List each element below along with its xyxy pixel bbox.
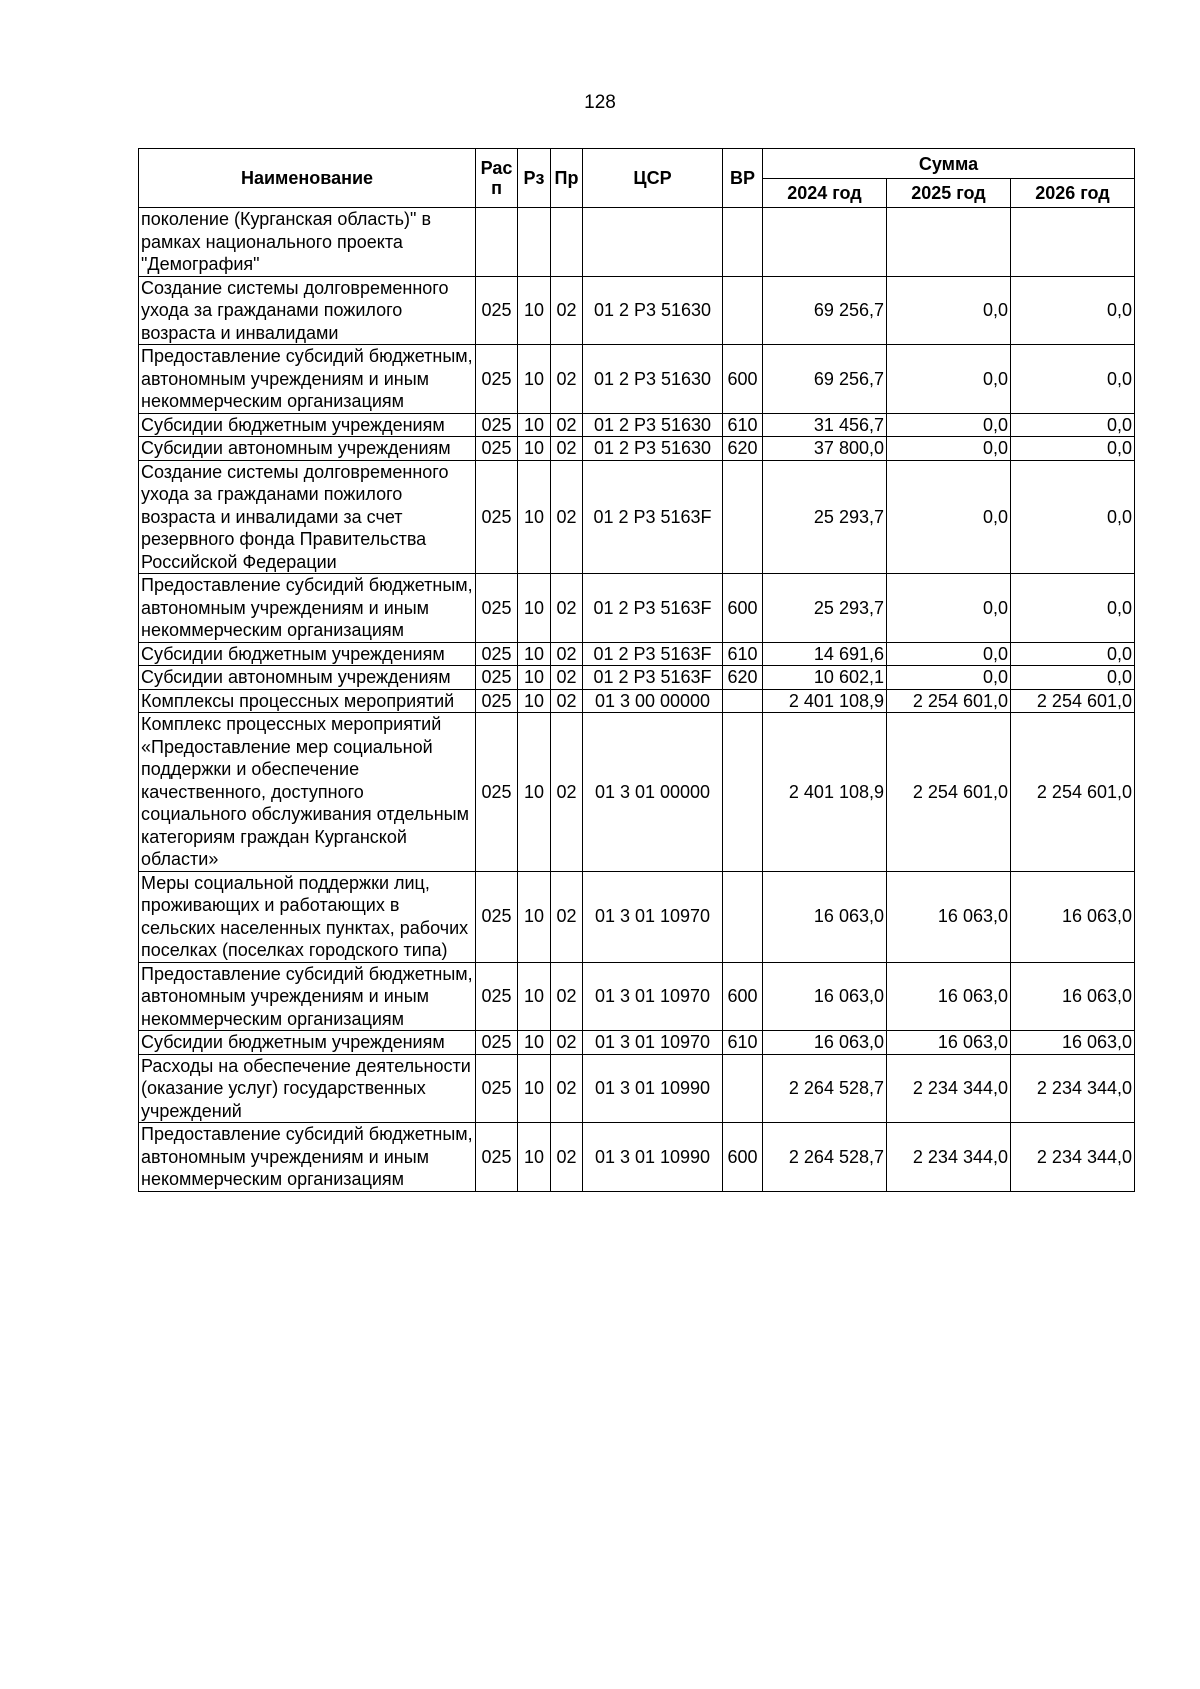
cell-y2025: 2 234 344,0 bbox=[887, 1123, 1011, 1192]
cell-pr: 02 bbox=[551, 666, 583, 690]
cell-y2024: 16 063,0 bbox=[763, 1031, 887, 1055]
table-row bbox=[139, 1031, 1135, 1055]
cell-csr: 01 2 Р3 5163F bbox=[583, 460, 723, 574]
cell-csr: 01 2 Р3 51630 bbox=[583, 345, 723, 414]
table-row bbox=[139, 642, 1135, 666]
cell-pr: 02 bbox=[551, 413, 583, 437]
cell-csr: 01 3 01 10970 bbox=[583, 1031, 723, 1055]
cell-rz: 10 bbox=[518, 574, 551, 643]
cell-name: Субсидии автономным учреждениям bbox=[139, 437, 476, 461]
cell-y2024: 69 256,7 bbox=[763, 345, 887, 414]
cell-pr: 02 bbox=[551, 574, 583, 643]
cell-name: Субсидии автономным учреждениям bbox=[139, 666, 476, 690]
cell-pr bbox=[551, 208, 583, 277]
cell-y2024: 31 456,7 bbox=[763, 413, 887, 437]
cell-name: Комплексы процессных мероприятий bbox=[139, 689, 476, 713]
cell-csr: 01 3 01 10990 bbox=[583, 1123, 723, 1192]
cell-y2024: 16 063,0 bbox=[763, 871, 887, 962]
cell-rasp: 025 bbox=[476, 437, 518, 461]
cell-vr: 600 bbox=[723, 962, 763, 1031]
header-vr: ВР bbox=[723, 149, 763, 208]
header-2025: 2025 год bbox=[887, 179, 1011, 208]
cell-csr: 01 2 Р3 51630 bbox=[583, 276, 723, 345]
cell-rasp: 025 bbox=[476, 713, 518, 872]
cell-y2025: 16 063,0 bbox=[887, 871, 1011, 962]
cell-vr: 600 bbox=[723, 345, 763, 414]
table-row bbox=[139, 276, 1135, 345]
cell-y2024: 25 293,7 bbox=[763, 460, 887, 574]
cell-rz: 10 bbox=[518, 437, 551, 461]
cell-name: поколение (Курганская область)" в рамках национального проекта "Демография" bbox=[139, 208, 476, 277]
cell-name: Предоставление субсидий бюджетным, автономным учреждениям и иным некоммерческим организациям bbox=[139, 345, 476, 414]
cell-y2026: 2 254 601,0 bbox=[1011, 689, 1135, 713]
table-row bbox=[139, 1123, 1135, 1192]
table-body bbox=[139, 208, 1135, 1192]
cell-rasp: 025 bbox=[476, 345, 518, 414]
cell-y2025: 16 063,0 bbox=[887, 962, 1011, 1031]
cell-y2025: 0,0 bbox=[887, 460, 1011, 574]
cell-vr bbox=[723, 689, 763, 713]
cell-rasp: 025 bbox=[476, 1031, 518, 1055]
cell-rasp: 025 bbox=[476, 871, 518, 962]
cell-rasp: 025 bbox=[476, 642, 518, 666]
cell-y2024: 2 264 528,7 bbox=[763, 1054, 887, 1123]
cell-rasp: 025 bbox=[476, 689, 518, 713]
cell-pr: 02 bbox=[551, 345, 583, 414]
cell-name: Предоставление субсидий бюджетным, автономным учреждениям и иным некоммерческим организациям bbox=[139, 1123, 476, 1192]
cell-pr: 02 bbox=[551, 962, 583, 1031]
cell-y2026: 16 063,0 bbox=[1011, 1031, 1135, 1055]
cell-y2026: 0,0 bbox=[1011, 666, 1135, 690]
table-row bbox=[139, 574, 1135, 643]
cell-vr bbox=[723, 276, 763, 345]
cell-y2024: 16 063,0 bbox=[763, 962, 887, 1031]
cell-pr: 02 bbox=[551, 713, 583, 872]
cell-rasp: 025 bbox=[476, 666, 518, 690]
cell-vr bbox=[723, 1054, 763, 1123]
cell-pr: 02 bbox=[551, 871, 583, 962]
cell-y2026: 0,0 bbox=[1011, 437, 1135, 461]
cell-y2026: 2 254 601,0 bbox=[1011, 713, 1135, 872]
cell-csr: 01 2 Р3 5163F bbox=[583, 642, 723, 666]
header-sum: Сумма bbox=[763, 149, 1135, 179]
cell-vr: 620 bbox=[723, 437, 763, 461]
cell-rz: 10 bbox=[518, 871, 551, 962]
cell-csr: 01 3 01 10970 bbox=[583, 871, 723, 962]
header-pr: Пр bbox=[551, 149, 583, 208]
cell-rz: 10 bbox=[518, 666, 551, 690]
cell-y2025: 0,0 bbox=[887, 574, 1011, 643]
header-2026: 2026 год bbox=[1011, 179, 1135, 208]
cell-rz: 10 bbox=[518, 1123, 551, 1192]
cell-rz: 10 bbox=[518, 345, 551, 414]
cell-y2026 bbox=[1011, 208, 1135, 277]
table-header bbox=[139, 149, 1135, 208]
cell-rz bbox=[518, 208, 551, 277]
cell-y2025: 0,0 bbox=[887, 413, 1011, 437]
table-row bbox=[139, 345, 1135, 414]
cell-y2026: 16 063,0 bbox=[1011, 871, 1135, 962]
cell-rz: 10 bbox=[518, 962, 551, 1031]
cell-name: Комплекс процессных мероприятий «Предоставление мер социальной поддержки и обеспечение качественного, доступного социального обслуживания отдельным категориям граждан Курганской области» bbox=[139, 713, 476, 872]
cell-csr: 01 2 Р3 5163F bbox=[583, 574, 723, 643]
cell-vr: 610 bbox=[723, 413, 763, 437]
cell-name: Меры социальной поддержки лиц, проживающих и работающих в сельских населенных пунктах, рабочих поселках (поселках городского типа) bbox=[139, 871, 476, 962]
cell-y2026: 0,0 bbox=[1011, 276, 1135, 345]
cell-csr: 01 3 01 00000 bbox=[583, 713, 723, 872]
cell-rz: 10 bbox=[518, 460, 551, 574]
cell-y2026: 2 234 344,0 bbox=[1011, 1054, 1135, 1123]
cell-vr: 610 bbox=[723, 642, 763, 666]
header-2024: 2024 год bbox=[763, 179, 887, 208]
cell-vr: 620 bbox=[723, 666, 763, 690]
budget-table bbox=[138, 148, 1135, 1192]
cell-csr: 01 2 Р3 51630 bbox=[583, 413, 723, 437]
cell-y2025 bbox=[887, 208, 1011, 277]
table-row bbox=[139, 689, 1135, 713]
header-rz: Рз bbox=[518, 149, 551, 208]
cell-rz: 10 bbox=[518, 276, 551, 345]
cell-pr: 02 bbox=[551, 642, 583, 666]
cell-name: Расходы на обеспечение деятельности (оказание услуг) государственных учреждений bbox=[139, 1054, 476, 1123]
cell-y2024: 25 293,7 bbox=[763, 574, 887, 643]
cell-y2025: 0,0 bbox=[887, 642, 1011, 666]
cell-y2025: 0,0 bbox=[887, 666, 1011, 690]
header-name: Наименование bbox=[139, 149, 476, 208]
cell-rasp: 025 bbox=[476, 574, 518, 643]
cell-name: Предоставление субсидий бюджетным, автономным учреждениям и иным некоммерческим организациям bbox=[139, 574, 476, 643]
table-row bbox=[139, 437, 1135, 461]
cell-y2026: 0,0 bbox=[1011, 574, 1135, 643]
cell-y2025: 2 254 601,0 bbox=[887, 713, 1011, 872]
cell-y2026: 0,0 bbox=[1011, 413, 1135, 437]
cell-pr: 02 bbox=[551, 460, 583, 574]
cell-pr: 02 bbox=[551, 1123, 583, 1192]
cell-vr bbox=[723, 871, 763, 962]
cell-y2026: 16 063,0 bbox=[1011, 962, 1135, 1031]
cell-rz: 10 bbox=[518, 1031, 551, 1055]
cell-rasp: 025 bbox=[476, 962, 518, 1031]
table-row bbox=[139, 208, 1135, 277]
cell-csr: 01 3 01 10970 bbox=[583, 962, 723, 1031]
cell-vr: 610 bbox=[723, 1031, 763, 1055]
cell-y2024: 2 264 528,7 bbox=[763, 1123, 887, 1192]
cell-name: Создание системы долговременного ухода за гражданами пожилого возраста и инвалидами за счет резервного фонда Правительства Российской Федерации bbox=[139, 460, 476, 574]
cell-y2025: 0,0 bbox=[887, 345, 1011, 414]
cell-y2024: 37 800,0 bbox=[763, 437, 887, 461]
cell-pr: 02 bbox=[551, 1031, 583, 1055]
page-number: 128 bbox=[584, 92, 616, 113]
cell-rz: 10 bbox=[518, 713, 551, 872]
table-row bbox=[139, 666, 1135, 690]
cell-pr: 02 bbox=[551, 437, 583, 461]
table-row bbox=[139, 460, 1135, 574]
cell-vr bbox=[723, 713, 763, 872]
cell-y2025: 2 254 601,0 bbox=[887, 689, 1011, 713]
cell-csr: 01 2 Р3 5163F bbox=[583, 666, 723, 690]
table-row bbox=[139, 713, 1135, 872]
cell-y2024: 69 256,7 bbox=[763, 276, 887, 345]
cell-pr: 02 bbox=[551, 689, 583, 713]
cell-csr: 01 3 00 00000 bbox=[583, 689, 723, 713]
cell-vr: 600 bbox=[723, 1123, 763, 1192]
cell-vr: 600 bbox=[723, 574, 763, 643]
cell-name: Предоставление субсидий бюджетным, автономным учреждениям и иным некоммерческим организациям bbox=[139, 962, 476, 1031]
table-row bbox=[139, 871, 1135, 962]
cell-y2026: 0,0 bbox=[1011, 345, 1135, 414]
cell-y2026: 0,0 bbox=[1011, 460, 1135, 574]
cell-rasp: 025 bbox=[476, 1123, 518, 1192]
cell-y2025: 0,0 bbox=[887, 437, 1011, 461]
cell-rz: 10 bbox=[518, 642, 551, 666]
cell-pr: 02 bbox=[551, 276, 583, 345]
cell-y2024: 2 401 108,9 bbox=[763, 689, 887, 713]
cell-y2025: 2 234 344,0 bbox=[887, 1054, 1011, 1123]
header-rasp: Рас п bbox=[476, 149, 518, 208]
cell-name: Субсидии бюджетным учреждениям bbox=[139, 1031, 476, 1055]
cell-name: Субсидии бюджетным учреждениям bbox=[139, 642, 476, 666]
cell-csr: 01 2 Р3 51630 bbox=[583, 437, 723, 461]
cell-rasp: 025 bbox=[476, 1054, 518, 1123]
cell-y2026: 2 234 344,0 bbox=[1011, 1123, 1135, 1192]
table-row bbox=[139, 413, 1135, 437]
cell-y2024: 14 691,6 bbox=[763, 642, 887, 666]
cell-y2024: 2 401 108,9 bbox=[763, 713, 887, 872]
table-row bbox=[139, 962, 1135, 1031]
cell-rz: 10 bbox=[518, 1054, 551, 1123]
cell-y2026: 0,0 bbox=[1011, 642, 1135, 666]
table-row bbox=[139, 1054, 1135, 1123]
cell-csr bbox=[583, 208, 723, 277]
cell-csr: 01 3 01 10990 bbox=[583, 1054, 723, 1123]
cell-name: Создание системы долговременного ухода за гражданами пожилого возраста и инвалидами bbox=[139, 276, 476, 345]
cell-rasp: 025 bbox=[476, 413, 518, 437]
cell-y2024: 10 602,1 bbox=[763, 666, 887, 690]
cell-rz: 10 bbox=[518, 413, 551, 437]
cell-y2024 bbox=[763, 208, 887, 277]
cell-y2025: 0,0 bbox=[887, 276, 1011, 345]
cell-vr bbox=[723, 460, 763, 574]
cell-pr: 02 bbox=[551, 1054, 583, 1123]
cell-rasp: 025 bbox=[476, 460, 518, 574]
cell-name: Субсидии бюджетным учреждениям bbox=[139, 413, 476, 437]
cell-rasp: 025 bbox=[476, 276, 518, 345]
cell-rasp bbox=[476, 208, 518, 277]
cell-rz: 10 bbox=[518, 689, 551, 713]
cell-vr bbox=[723, 208, 763, 277]
header-csr: ЦСР bbox=[583, 149, 723, 208]
cell-y2025: 16 063,0 bbox=[887, 1031, 1011, 1055]
